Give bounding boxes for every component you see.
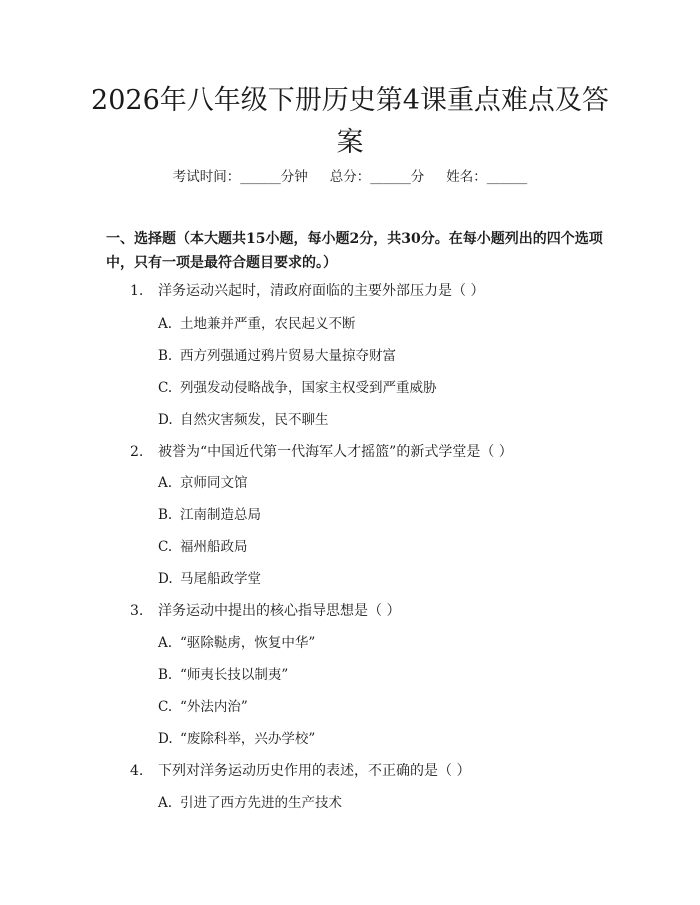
question-number: 1.	[130, 283, 144, 299]
name-field: 姓名：______	[446, 169, 528, 185]
option	[158, 568, 261, 590]
option-label: C.	[158, 380, 173, 396]
option	[158, 409, 329, 431]
total-score-field: 总分：______分	[329, 169, 425, 185]
option-text: “师夷长技以制夷”	[180, 667, 289, 683]
option-label: B.	[158, 667, 173, 683]
option-label: C.	[158, 539, 173, 555]
option-label: A.	[158, 475, 173, 491]
exam-info-line	[100, 166, 600, 188]
option-text: 列强发动侵略战争，国家主权受到严重威胁	[180, 380, 437, 396]
exam-time-field: 考试时间：______分钟	[172, 169, 308, 185]
document-title: 2026年八年级下册历史第4课重点难点及答案	[91, 85, 609, 158]
option-label: D.	[158, 412, 173, 428]
option	[158, 536, 248, 558]
option-text: 京师同文馆	[180, 475, 248, 491]
question-1	[130, 280, 484, 302]
question-number: 3.	[130, 603, 144, 619]
question-stem: 洋务运动中提出的核心指导思想是（ ）	[158, 603, 401, 619]
option	[158, 728, 315, 750]
option	[158, 792, 342, 814]
option-label: D.	[158, 731, 173, 747]
option-text: 西方列强通过鸦片贸易大量掠夺财富	[180, 348, 396, 364]
question-3	[130, 600, 400, 622]
option-text: 引进了西方先进的生产技术	[180, 795, 342, 811]
option-label: A.	[158, 316, 173, 332]
question-stem: 下列对洋务运动历史作用的表述，不正确的是（ ）	[158, 763, 471, 779]
question-4	[130, 760, 470, 782]
option-text: “驱除鞑虏，恢复中华”	[180, 635, 316, 651]
option	[158, 632, 315, 654]
question-stem: 被誉为“中国近代第一代海军人才摇篮”的新式学堂是（ ）	[158, 444, 513, 460]
question-2	[130, 441, 513, 463]
option	[158, 472, 248, 494]
option-label: A.	[158, 795, 173, 811]
option	[158, 345, 396, 367]
section-heading: 一、选择题（本大题共15小题，每小题2分，共30分。在每小题列出的四个选项中，只有一项是最符合题目要求的。）	[106, 231, 603, 271]
option-label: B.	[158, 507, 173, 523]
option-label: B.	[158, 348, 173, 364]
option-text: “外法内治”	[180, 699, 248, 715]
option	[158, 313, 356, 335]
question-number: 2.	[130, 444, 144, 460]
option-text: 福州船政局	[180, 539, 248, 555]
option	[158, 377, 437, 399]
option-text: 马尾船政学堂	[180, 571, 261, 587]
option	[158, 696, 248, 718]
option	[158, 504, 261, 526]
option-text: 江南制造总局	[180, 507, 261, 523]
option-label: D.	[158, 571, 173, 587]
question-number: 4.	[130, 763, 144, 779]
option-label: A.	[158, 635, 173, 651]
option-text: “废除科举，兴办学校”	[180, 731, 316, 747]
option	[158, 664, 288, 686]
option-label: C.	[158, 699, 173, 715]
question-stem: 洋务运动兴起时，清政府面临的主要外部压力是（ ）	[158, 283, 485, 299]
option-text: 自然灾害频发，民不聊生	[180, 412, 329, 428]
option-text: 土地兼并严重，农民起义不断	[180, 316, 356, 332]
